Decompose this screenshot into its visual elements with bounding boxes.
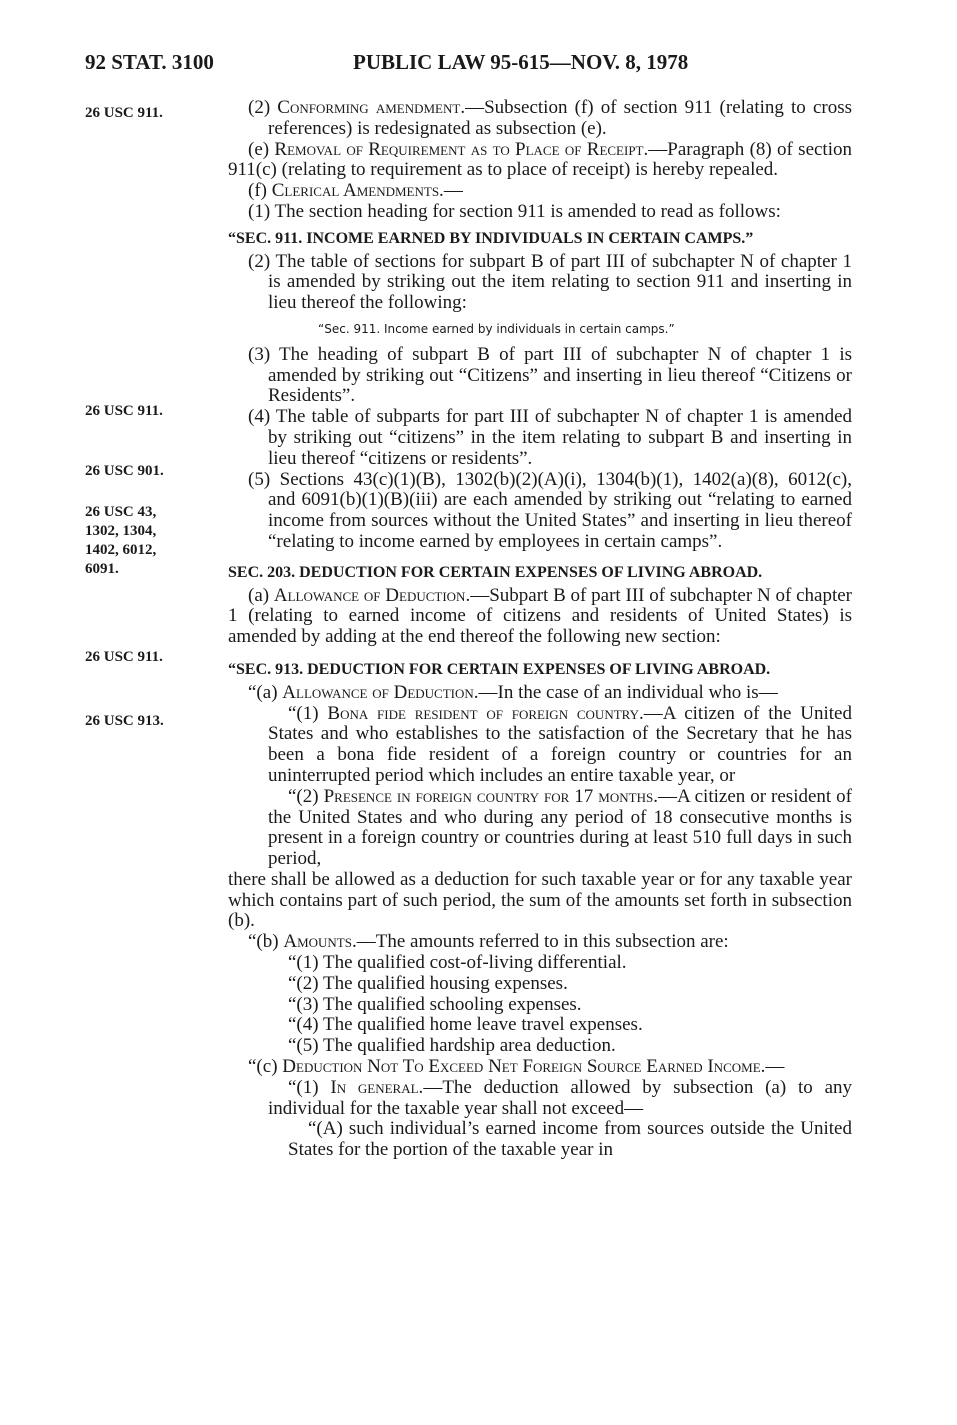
margin-note: 26 USC 911. <box>85 649 163 665</box>
page-title: PUBLIC LAW 95-615—NOV. 8, 1978 <box>353 50 689 74</box>
stat-page-number: 92 STAT. 3100 <box>85 50 214 74</box>
paragraph: (2) Conforming amendment.—Subsection (f) of section 911 (relating to cross references) is redesignated as subsection (e). <box>248 97 852 139</box>
paragraph: (3) The heading of subpart B of part III of subchapter N of chapter 1 is amended by striking out “Citizens” and inserting in lieu thereof “Citizens or Residents”. <box>248 343 852 407</box>
paragraph: “(c) Deduction Not To Exceed Net Foreign Source Earned Income.— <box>248 1056 785 1078</box>
margin-note: 26 USC 913. <box>85 713 164 729</box>
section-heading: “SEC. 913. DEDUCTION FOR CERTAIN EXPENSES OF LIVING ABROAD. <box>228 660 771 678</box>
paragraph: (f) Clerical Amendments.— <box>248 180 463 202</box>
margin-note: 26 USC 43, 1302, 1304, 1402, 6012, 6091. <box>85 504 157 577</box>
list-item: “(1) The qualified cost-of-living differential. <box>288 952 627 974</box>
list-item: “(4) The qualified home leave travel expenses. <box>288 1014 643 1036</box>
paragraph: “(A) such individual’s earned income from sources outside the United States for the portion of the taxable year in <box>288 1118 852 1161</box>
margin-note: 26 USC 901. <box>85 463 164 479</box>
margin-note: 26 USC 911. <box>85 403 163 419</box>
section-heading: SEC. 203. DEDUCTION FOR CERTAIN EXPENSES OF LIVING ABROAD. <box>228 563 763 581</box>
table-entry-quote: “Sec. 911. Income earned by individuals in certain camps.” <box>318 321 675 336</box>
document-body <box>228 98 852 1161</box>
section-heading: “SEC. 911. INCOME EARNED BY INDIVIDUALS IN CERTAIN CAMPS.” <box>228 229 754 247</box>
paragraph: “(1) In general.—The deduction allowed by subsection (a) to any individual for the taxable year shall not exceed— <box>268 1076 852 1119</box>
paragraph: “(1) Bona fide resident of foreign country.—A citizen of the United States and who establishes to the satisfaction of the Secretary that he has been a bona fide resident of a foreign country or countries for an uninterrupted period which includes an entire taxable year, or <box>268 702 852 786</box>
paragraph: (2) The table of sections for subpart B of part III of subchapter N of chapter 1 is amended by striking out the item relating to section 911 and inserting in lieu thereof the following: <box>248 250 852 314</box>
paragraph: “(b) Amounts.—The amounts referred to in this subsection are: <box>248 931 729 953</box>
margin-note: 26 USC 911. <box>85 105 163 121</box>
paragraph: (e) Removal of Requirement as to Place of Receipt.—Paragraph (8) of section 911(c) (relating to requirement as to place of receipt) is hereby repealed. <box>228 138 852 181</box>
paragraph: “(a) Allowance of Deduction.—In the case of an individual who is— <box>248 681 778 703</box>
paragraph: there shall be allowed as a deduction for such taxable year or for any taxable year which contains part of such period, the sum of the amounts set forth in subsection (b). <box>228 868 852 932</box>
paragraph: (1) The section heading for section 911 is amended to read as follows: <box>248 200 781 222</box>
list-item: “(2) The qualified housing expenses. <box>288 972 568 994</box>
paragraph: “(2) Presence in foreign country for 17 months.—A citizen or resident of the United States and who during any period of 18 consecutive months is present in a foreign country or countries during at least 510 full days in such period, <box>268 785 852 870</box>
list-item: “(5) The qualified hardship area deduction. <box>288 1035 616 1057</box>
list-item: “(3) The qualified schooling expenses. <box>288 993 582 1015</box>
paragraph: (5) Sections 43(c)(1)(B), 1302(b)(2)(A)(i), 1304(b)(1), 1402(a)(8), 6012(c), and 6091(b)(1)(B)(iii) are each amended by striking out “relating to earned income from sources without the United States” and inserting in lieu thereof “relating to income earned by employees in certain camps”. <box>248 468 852 552</box>
paragraph: (4) The table of subparts for part III of subchapter N of chapter 1 is amended by striking out “citizens” in the item relating to subpart B and inserting in lieu thereof “citizens or residents”. <box>248 406 852 469</box>
paragraph: (a) Allowance of Deduction.—Subpart B of part III of subchapter N of chapter 1 (relating to earned income of citizens and residents of United States) is amended by adding at the end thereof the following new section: <box>228 584 852 648</box>
